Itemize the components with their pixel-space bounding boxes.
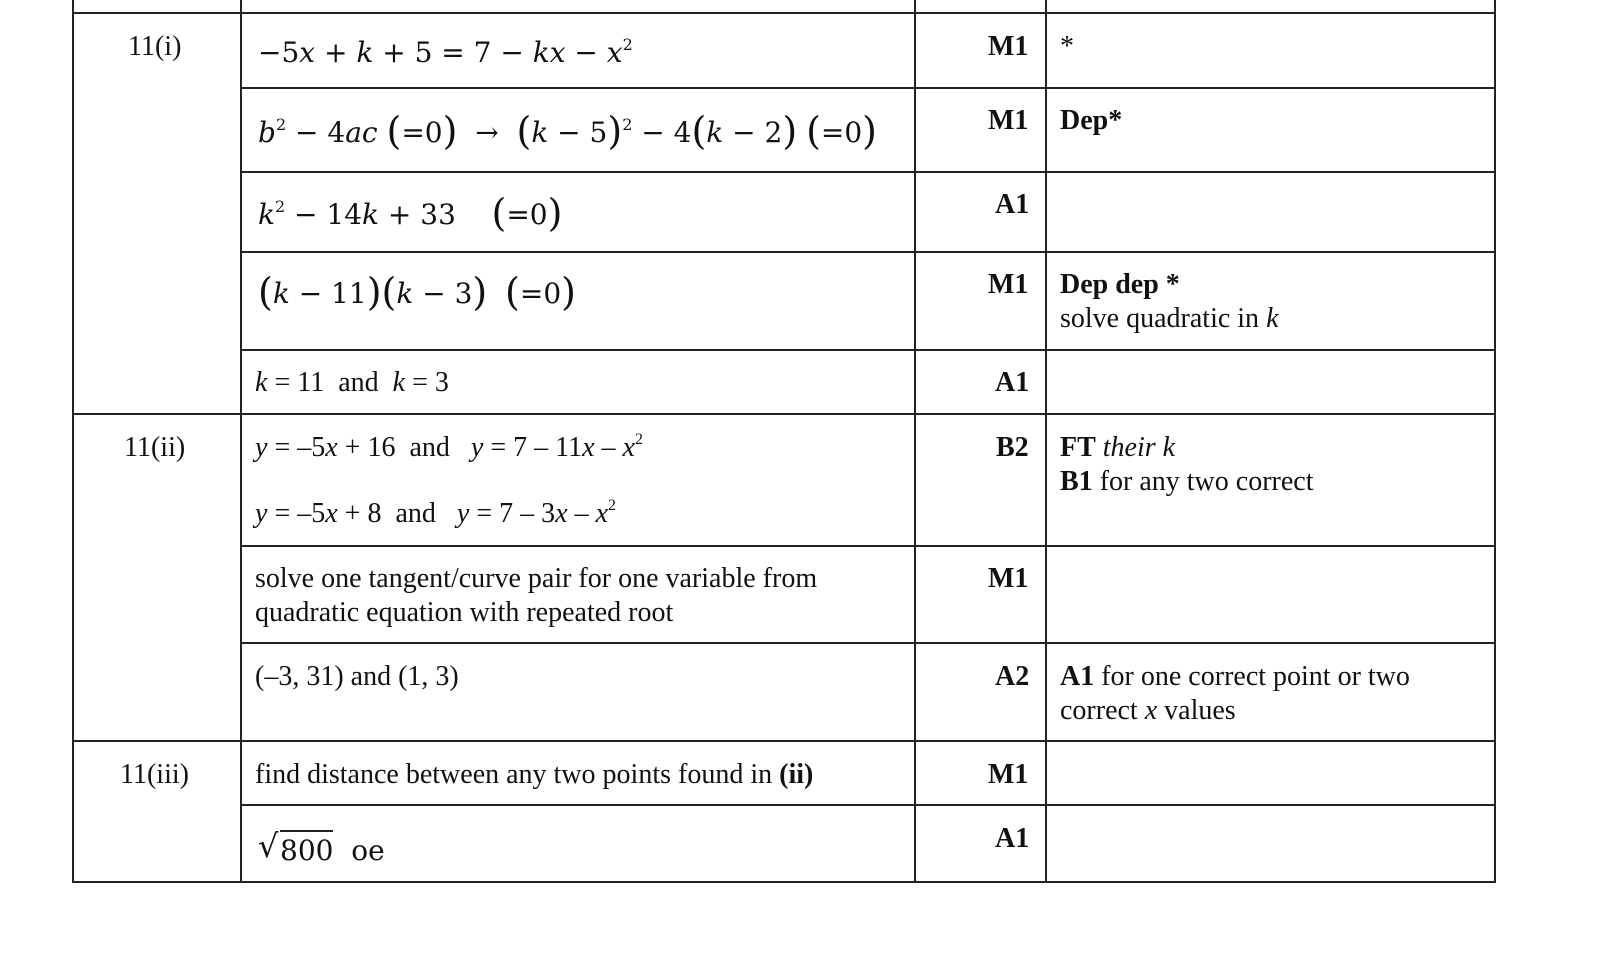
answer-11ii-row1-line2: y = –5x + 8 and $y = 7 - 3x - x^2$ [255, 496, 616, 529]
guidance-11ii-row3-line2: correct x values [1060, 695, 1236, 726]
guidance-11i-row4-line2: solve quadratic in k [1060, 303, 1279, 334]
guidance-11ii-row1-line1 [1060, 431, 1175, 465]
answer-11iii-row2 [258, 827, 385, 868]
mark-11i-row2: M1 [988, 105, 1029, 136]
answer-11ii-row1-line1: y = –5x + 16 and $y = 7 - 11x - x^2$ [255, 430, 643, 463]
guidance-their-k: their k [1102, 432, 1176, 463]
answer-11ii-row2-line1: solve one tangent/curve pair for one variable from [255, 563, 818, 594]
answer-11iii-row1 [255, 758, 813, 792]
mark-11ii-row2: M1 [988, 563, 1029, 594]
mark-11i-row1: M1 [988, 31, 1029, 62]
mark-11i-row3: A1 [995, 189, 1030, 220]
guidance-ft-label: FT [1060, 432, 1096, 463]
mark-11iii-row2: A1 [995, 823, 1030, 854]
column-divider-marks [1045, 0, 1047, 883]
mark-11i-row4: M1 [988, 269, 1029, 300]
row-divider [240, 171, 1496, 173]
row-divider [240, 251, 1496, 253]
question-label-11ii: 11(ii) [124, 432, 186, 463]
row-divider-q11ii [72, 413, 1496, 415]
question-label-11i: 11(i) [128, 31, 182, 62]
guidance-b1-text: for any two correct [1099, 466, 1314, 497]
square-root: √ 800 [258, 827, 334, 867]
answer-11ii-row2-line2: quadratic equation with repeated root [255, 597, 674, 628]
column-divider-question [240, 0, 242, 883]
guidance-11ii-row1-line2 [1060, 465, 1313, 499]
guidance-11ii-row3-line1 [1060, 660, 1410, 694]
guidance-11i-row2: Dep* [1060, 105, 1123, 136]
mark-11ii-row3: A2 [995, 661, 1030, 692]
column-divider-answer [914, 0, 916, 883]
guidance-a1-text: for one correct point or two [1101, 661, 1410, 692]
square-root-value: 800 [280, 830, 333, 868]
row-divider [240, 349, 1496, 351]
row-divider [240, 87, 1496, 89]
answer-oe: oe [351, 834, 385, 867]
guidance-a1-label: A1 [1060, 661, 1095, 692]
question-label-11iii: 11(iii) [120, 759, 189, 790]
row-divider-top [72, 12, 1496, 14]
guidance-11i-row4-line1: Dep dep * [1060, 269, 1180, 300]
table-border-bottom [72, 881, 1496, 883]
guidance-b1-label: B1 [1060, 466, 1093, 497]
answer-11i-row2: $b^2 - 4ac$ $(=0) \to (k - 5)^2 - 4(k - 2)$ (=0) [258, 109, 877, 153]
row-divider [240, 545, 1496, 547]
answer-11iii-row1-text: find distance between any two points found in [255, 759, 773, 790]
answer-11i-row5: k = 11 and k = 3 [255, 367, 449, 398]
table-border-left [72, 0, 74, 883]
answer-11ii-row3: (–3, 31) and (1, 3) [255, 661, 459, 692]
answer-11i-row3: $k^2 - 14k + 33$ (=0) [258, 191, 563, 235]
row-divider [240, 804, 1496, 806]
mark-11i-row5: A1 [995, 367, 1030, 398]
mark-11ii-row1: B2 [996, 432, 1029, 463]
guidance-11i-row1: * [1060, 31, 1074, 62]
mark-11iii-row1: M1 [988, 759, 1029, 790]
answer-11iii-row1-ref: (ii) [779, 759, 814, 790]
row-divider [240, 642, 1496, 644]
answer-11i-row4: (k − 11)(k − 3) (=0) [258, 270, 576, 314]
row-divider-q11iii [72, 740, 1496, 742]
table-border-right [1494, 0, 1496, 883]
answer-11i-row1: −5x + k + 5 = 7 − kx − $x^2$ [258, 34, 633, 69]
